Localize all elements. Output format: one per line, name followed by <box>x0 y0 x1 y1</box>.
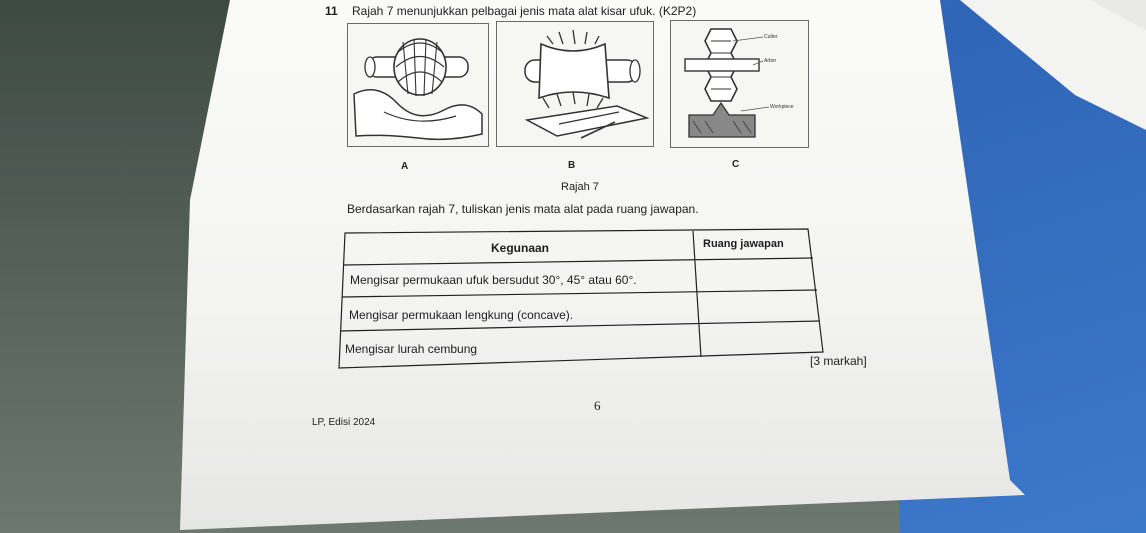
figure-label-a: A <box>401 161 409 172</box>
annotation-cutter: Cutter <box>764 34 778 40</box>
table-row-2-use: Mengisar permukaan lengkung (concave). <box>349 308 574 322</box>
answer-field-row-2[interactable] <box>699 294 821 321</box>
footer-edition: LP, Edisi 2024 <box>312 417 376 428</box>
annotation-workpiece: Workpiece <box>770 104 794 110</box>
table-header-ruang-jawapan: Ruang jawapan <box>703 238 784 250</box>
figure-a-convex-cutter <box>347 23 489 147</box>
table-header-kegunaan: Kegunaan <box>491 241 550 255</box>
marks-allocation: [3 markah] <box>810 354 867 368</box>
question-text: Rajah 7 menunjukkan pelbagai jenis mata alat kisar ufuk. (K2P2) <box>352 4 697 18</box>
figure-c-form-cutter <box>670 20 809 148</box>
annotation-arbor: Arbor <box>764 58 777 64</box>
instruction-text: Berdasarkan rajah 7, tuliskan jenis mata alat pada ruang jawapan. <box>347 202 699 216</box>
question-number: 11 <box>325 4 338 18</box>
table-row-3-use: Mengisar lurah cembung <box>345 342 478 356</box>
table-row-1-use: Mengisar permukaan ufuk bersudut 30°, 45° atau 60°. <box>350 273 637 287</box>
figure-b-concave-cutter <box>496 21 654 147</box>
answer-field-row-3[interactable] <box>701 326 822 354</box>
figure-label-c: C <box>732 159 740 170</box>
page-number: 6 <box>594 398 601 413</box>
figure-label-b: B <box>568 160 576 171</box>
answer-field-row-1[interactable] <box>696 262 814 289</box>
figure-caption: Rajah 7 <box>561 181 599 193</box>
